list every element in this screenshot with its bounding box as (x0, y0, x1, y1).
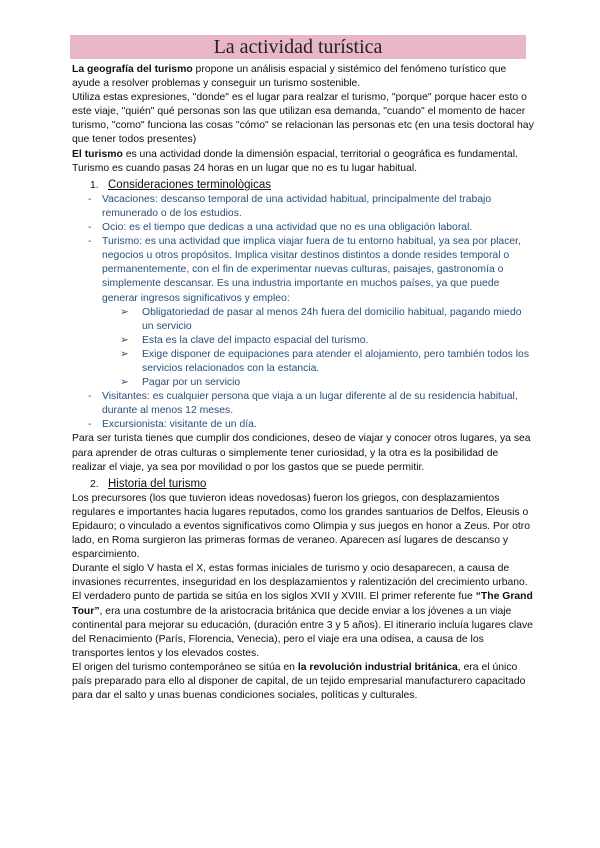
intro-paragraph-2: Utiliza estas expresiones, "donde" es el lugar para realzar el turismo, "porque" porque hacer esto o este viaje, "quién" qué personas son las que utilizan esa demanda, "cuando" el momento de hacer turismo, "como" funciona las cosas "cómo" se relacionan las personas etc (en una tesis doctoral hay que tener todos presentes) (72, 92, 534, 146)
intro-text: propone un análisis espacial y sistémico del fenómeno turístico que ayude a resolver problemas y conseguir un turismo sostenible. (72, 64, 507, 90)
history-paragraph-2: Durante el siglo V hasta el X, estas formas iniciales de turismo y ocio desaparecen, a causa de invasiones recurrentes, inseguridad en los desplazamientos y ralentización del crecimiento urbano. (72, 563, 528, 589)
section-2-heading (72, 477, 534, 492)
page-title: La actividad turística (213, 36, 383, 58)
sub-list-item (72, 334, 534, 348)
list-item-text: Ocio: es el tiempo que dedicas a una actividad que no es una obligación laboral. (102, 222, 473, 234)
arrow-bullet-icon: ➢ (120, 377, 129, 389)
intro-paragraph-1 (72, 63, 534, 91)
industrial-revolution-term: la revolución industrial británica (297, 661, 458, 673)
section-title: Historia del turismo (108, 477, 207, 490)
list-item (72, 390, 534, 418)
history-text: , era una costumbre de la aristocracia británica que decide enviar a los jóvenes a un viaje continental para mejorar su educación, (duración entre 3 y 5 años). El itinerario incluía lugares clave del Renacimiento (París, Florencia, Venecia), pero el viaje era una odisea, a causa de los transportes lentos y los elevados costes. (72, 605, 533, 659)
history-text: El verdadero punto de partida se sitúa en los siglos XVII y XVIII. El primer referente fue (72, 591, 476, 603)
sub-list-item-text: Esta es la clave del impacto espacial del turismo. (142, 334, 369, 346)
section-title: Consideraciones terminològicas (108, 178, 271, 191)
grand-tour-term: “The Grand Tour” (72, 591, 533, 617)
history-paragraph-3 (72, 590, 534, 660)
dash-bullet: - (88, 193, 92, 205)
list-item-text: Turismo: es una actividad que implica viajar fuera de tu entorno habitual, ya sea por placer, negocios u otros propósitos. Implica visitar destinos distintos a donde resides temporal o permanentemente, con el fin de experimentar nuevas culturas, paisajes, gastronomía o simplemente descansar. Es una industria importante en muchos países, ya que puede generar ingresos significativos y empleo: (102, 236, 521, 304)
arrow-bullet-icon: ➢ (120, 306, 129, 318)
list-item-text: Visitantes: es cualquier persona que viaja a un lugar diferente al de su residencia habitual, durante al menos 12 meses. (102, 391, 518, 417)
sub-list-item (72, 376, 534, 390)
arrow-bullet-icon: ➢ (120, 334, 129, 346)
dash-bullet: - (88, 419, 92, 431)
section-number: 2. (90, 478, 99, 490)
sub-list-item (72, 348, 534, 376)
list-item-text: Vacaciones: descanso temporal de una actividad habitual, principalmente del trabajo remunerado o de los estudios. (102, 193, 492, 219)
section-1-heading (72, 178, 534, 193)
intro-paragraph-3 (72, 148, 534, 176)
list-item (72, 418, 534, 432)
arrow-bullet-icon: ➢ (120, 348, 129, 360)
list-item (72, 221, 534, 235)
section-1-closing-paragraph: Para ser turista tienes que cumplir dos condiciones, deseo de viajar y conocer otros lugares, ya sea para aprender de otras culturas o simplemente tener curiosidad, y la otra es la posibilidad de realizar el viaje, ya sea por movilidad o por los gastos que se puede permitir. (72, 433, 531, 473)
document-body (72, 63, 534, 703)
history-text: , era el único país preparado para ello al disponer de capital, de un tejido empresarial manufacturero capacitado para dar el salto y unas buenas condiciones sociales, políticas y culturales. (72, 661, 526, 702)
history-text: El origen del turismo contemporáneo se sitúa en (72, 661, 298, 673)
history-paragraph-4 (72, 661, 534, 703)
intro-text-2: es una actividad donde la dimensión espacial, territorial o geográfica es fundamental. Turismo es cuando pasas 24 horas en un lugar que no es tu lugar habitual. (72, 148, 518, 174)
dash-bullet: - (88, 222, 92, 234)
sub-list-item-text: Obligatoriedad de pasar al menos 24h fuera del domicilio habitual, pagando miedo un servicio (142, 306, 522, 332)
intro-bold-term: La geografía del turismo (72, 64, 193, 75)
dash-bullet: - (88, 236, 92, 248)
sub-list-item-text: Pagar por un servicio (142, 377, 241, 389)
intro-bold-term-2: El turismo (72, 148, 123, 160)
sub-list-item-text: Exige disponer de equipaciones para atender el alojamiento, pero también todos los servicios relacionados con la estancia. (142, 348, 530, 374)
history-paragraph-1: Los precursores (los que tuvieron ideas novedosas) fueron los griegos, con desplazamientos regulares e importantes hacia lugares reputados, como los grandes santuarios de Delfos, Eleusis o Epidauro; o vinculado a eventos significativos como Olimpia y sus juegos en honor a Zeus. Por otro lado, en Roma surgieron las primeras formas de veraneo. Aparecen así lugares de descanso y esparcimiento. (72, 492, 531, 561)
list-item (72, 193, 534, 221)
section-number: 1. (90, 179, 99, 191)
list-item-text: Excursionista: visitante de un día. (102, 419, 257, 431)
list-item (72, 235, 534, 305)
sub-list-item (72, 306, 534, 334)
dash-bullet: - (88, 391, 92, 403)
